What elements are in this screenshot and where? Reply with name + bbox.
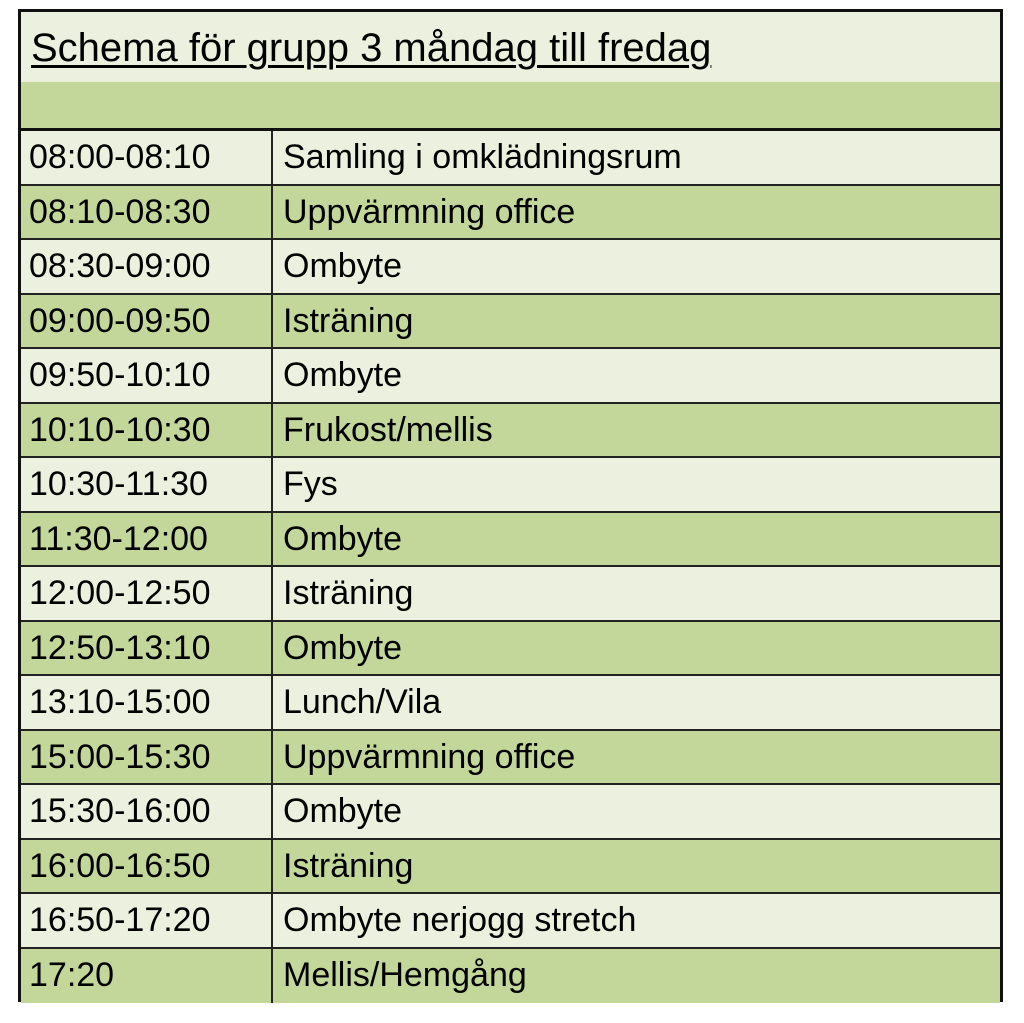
table-row <box>21 186 1000 241</box>
activity-cell: Lunch/Vila <box>283 683 442 721</box>
activity-cell: Frukost/mellis <box>283 410 493 449</box>
time-cell: 09:50-10:10 <box>21 349 273 402</box>
table-row <box>21 567 1000 622</box>
time-cell: 10:30-11:30 <box>21 458 273 511</box>
activity-cell: Fys <box>283 465 338 503</box>
table-row <box>21 513 1000 568</box>
activity-cell: Ombyte <box>283 519 403 558</box>
header-band <box>21 82 1000 131</box>
schedule-table <box>21 131 1000 1003</box>
time-cell: 11:30-12:00 <box>21 513 273 566</box>
activity-cell: Isträning <box>283 574 414 612</box>
table-row <box>21 131 1000 186</box>
time-cell: 17:20 <box>21 949 273 1004</box>
time-cell: 08:00-08:10 <box>21 131 273 184</box>
table-row <box>21 949 1000 1004</box>
schedule-sheet <box>18 9 1003 1002</box>
activity-cell: Ombyte <box>283 247 403 285</box>
table-row <box>21 622 1000 677</box>
table-row <box>21 458 1000 513</box>
table-row <box>21 240 1000 295</box>
activity-cell: Uppvärmning office <box>283 192 576 231</box>
time-cell: 08:30-09:00 <box>21 240 273 293</box>
time-cell: 08:10-08:30 <box>21 186 273 239</box>
table-row <box>21 894 1000 949</box>
activity-cell: Samling i omklädningsrum <box>283 138 682 176</box>
activity-cell: Ombyte nerjogg stretch <box>283 901 637 939</box>
table-row <box>21 785 1000 840</box>
activity-cell: Isträning <box>283 846 414 885</box>
time-cell: 15:00-15:30 <box>21 731 273 784</box>
time-cell: 16:50-17:20 <box>21 894 273 947</box>
table-row <box>21 731 1000 786</box>
table-row <box>21 840 1000 895</box>
time-cell: 09:00-09:50 <box>21 295 273 348</box>
time-cell: 13:10-15:00 <box>21 676 273 729</box>
time-cell: 12:50-13:10 <box>21 622 273 675</box>
table-row <box>21 676 1000 731</box>
time-cell: 10:10-10:30 <box>21 404 273 457</box>
activity-cell: Ombyte <box>283 356 403 394</box>
title-row <box>21 12 1000 82</box>
time-cell: 12:00-12:50 <box>21 567 273 620</box>
time-cell: 16:00-16:50 <box>21 840 273 893</box>
time-cell: 15:30-16:00 <box>21 785 273 838</box>
table-row <box>21 349 1000 404</box>
activity-cell: Uppvärmning office <box>283 737 576 776</box>
activity-cell: Ombyte <box>283 628 403 667</box>
activity-cell: Isträning <box>283 301 414 340</box>
activity-cell: Ombyte <box>283 792 403 830</box>
table-row <box>21 404 1000 459</box>
activity-cell: Mellis/Hemgång <box>283 955 527 994</box>
table-row <box>21 295 1000 350</box>
page-title: Schema för grupp 3 måndag till fredag <box>31 26 712 70</box>
